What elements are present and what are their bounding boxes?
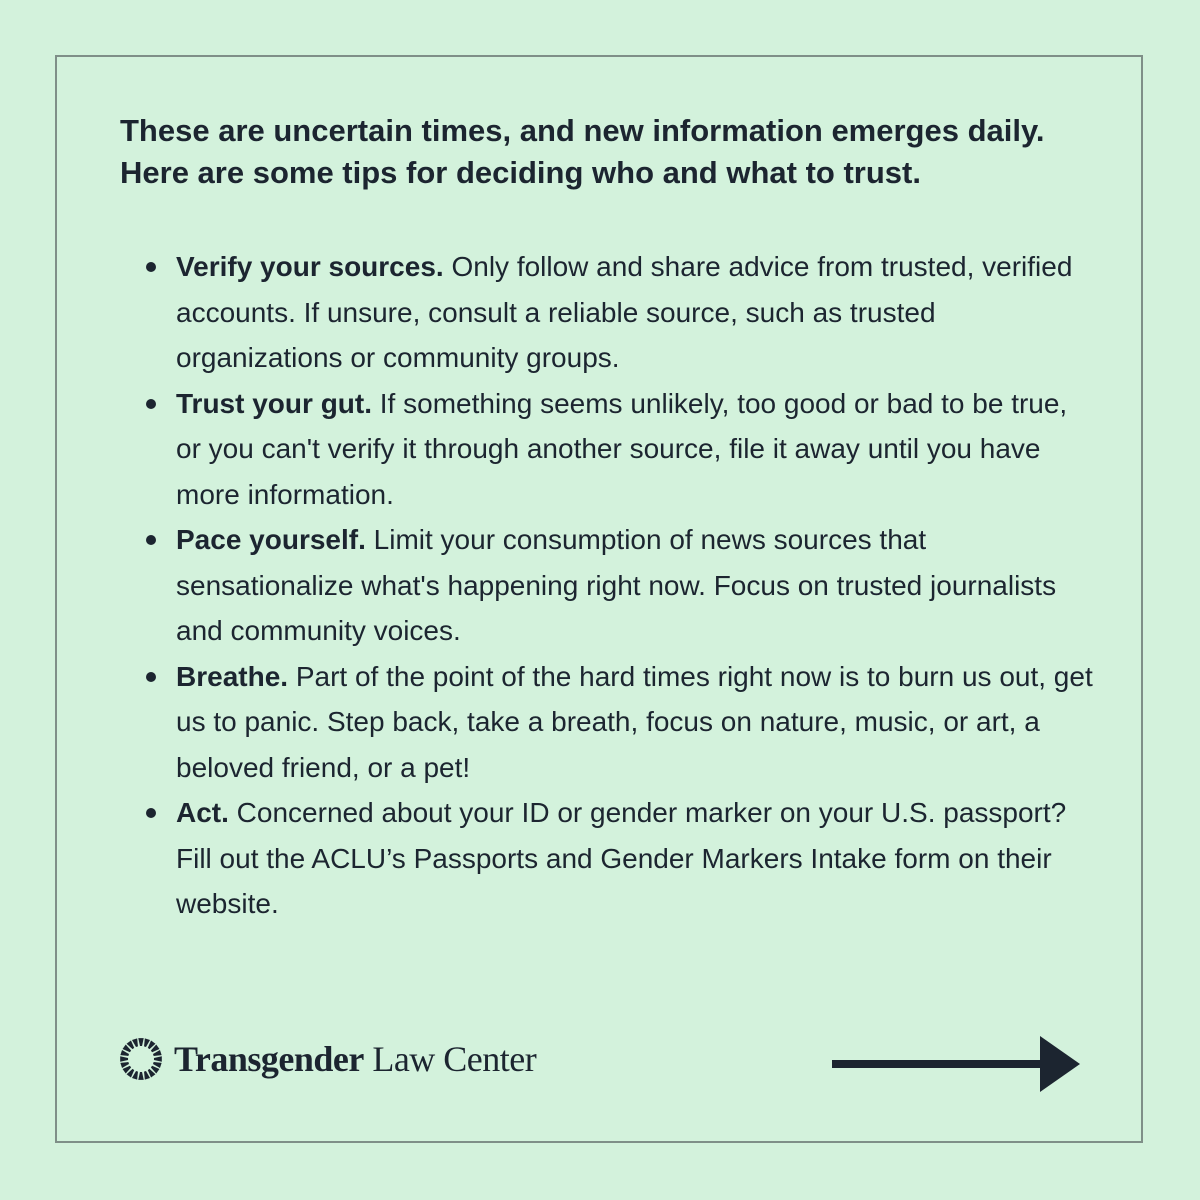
intro-text: These are uncertain times, and new information emerges daily. Here are some tips for deciding who and what to trust. — [120, 113, 1045, 191]
tip-body: Part of the point of the hard times right now is to burn us out, get us to panic. Step back, take a breath, focus on nature, music, or art, a beloved friend, or a pet! — [176, 660, 1093, 783]
sunburst-ring-icon — [118, 1036, 164, 1082]
logo-wordmark-bold: Transgender — [174, 1039, 364, 1079]
tip-body: Only follow and share advice from trusted, verified accounts. If unsure, consult a reliable source, such as trusted organizations or community groups. — [176, 251, 1073, 373]
logo-wordmark-regular: Law Center — [363, 1039, 537, 1079]
tip-title: Act. — [176, 797, 229, 828]
logo-ray — [138, 1072, 143, 1080]
tip-body: If something seems unlikely, too good or bad to be true, or you can't verify it through another source, file it away until you have more information. — [176, 387, 1068, 510]
tip-pace-yourself — [136, 517, 1096, 654]
bullet-dot — [146, 262, 156, 272]
logo-wordmark — [174, 1038, 536, 1080]
tip-title: Breathe. — [176, 660, 289, 692]
tips-list — [136, 244, 1096, 927]
logo-ray — [120, 1056, 128, 1061]
logo-ray — [154, 1056, 162, 1061]
tip-verify-sources — [136, 244, 1096, 381]
tip-title: Verify your sources. — [176, 251, 444, 282]
tip-body: Limit your consumption of news sources that sensationalize what's happening right now. Focus on trusted journalists and community voices. — [176, 524, 1057, 646]
tip-breathe — [136, 654, 1096, 791]
tip-title: Pace yourself. — [176, 524, 366, 555]
logo-ray — [138, 1038, 143, 1046]
bullet-dot — [146, 672, 156, 682]
tip-act — [136, 790, 1096, 927]
right-arrow-icon[interactable] — [830, 1036, 1082, 1092]
tip-trust-gut — [136, 381, 1096, 518]
bullet-dot — [146, 399, 156, 409]
transgender-law-center-logo — [118, 1036, 536, 1082]
tip-title: Trust your gut. — [176, 387, 372, 419]
bullet-dot — [146, 535, 156, 545]
bullet-dot — [146, 808, 156, 818]
tip-body: Concerned about your ID or gender marker on your U.S. passport? Fill out the ACLU’s Passports and Gender Markers Intake form on their website. — [176, 797, 1067, 919]
